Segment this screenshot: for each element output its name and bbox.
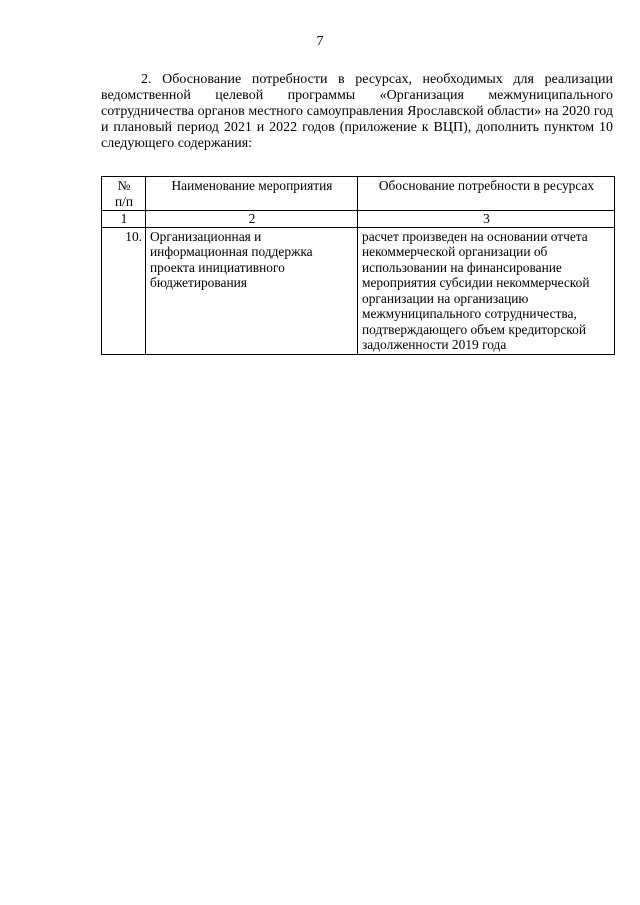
- column-index-row: [102, 211, 615, 228]
- row-justification: расчет произведен на основании отчета некоммерческой организации об использовании на финансирование мероприятия субсидии некоммерческой организации на организацию межмуниципального сотрудничества, подтверждающего объем кредиторской задолженности 2019 года: [358, 227, 615, 354]
- header-number: [102, 177, 146, 211]
- row-activity: Организационная и информационная поддержка проекта инициативного бюджетирования: [146, 227, 358, 354]
- header-justification: Обоснование потребности в ресурсах: [358, 177, 615, 211]
- page-number: 7: [316, 34, 324, 49]
- resources-table: [101, 176, 615, 355]
- table-header-row: [102, 177, 615, 211]
- header-number-abbr: п/п: [114, 193, 134, 209]
- header-number-symbol: №: [117, 178, 131, 193]
- column-index-1: 1: [102, 211, 146, 228]
- intro-paragraph: [101, 72, 613, 152]
- column-index-2: 2: [146, 211, 358, 228]
- header-activity: Наименование мероприятия: [146, 177, 358, 211]
- column-index-3: 3: [358, 211, 615, 228]
- intro-text: 2. Обоснование потребности в ресурсах, необходимых для реализации ведомственной целевой программы «Организация межмуниципального сотрудничества органов местного самоуправления Ярославской области» на 2020 год и плановый период 2021 и 2022 годов (приложение к ВЦП), дополнить пунктом 10 следующего содержания:: [101, 72, 613, 151]
- row-number: 10.: [102, 227, 146, 354]
- table-row: [102, 227, 615, 354]
